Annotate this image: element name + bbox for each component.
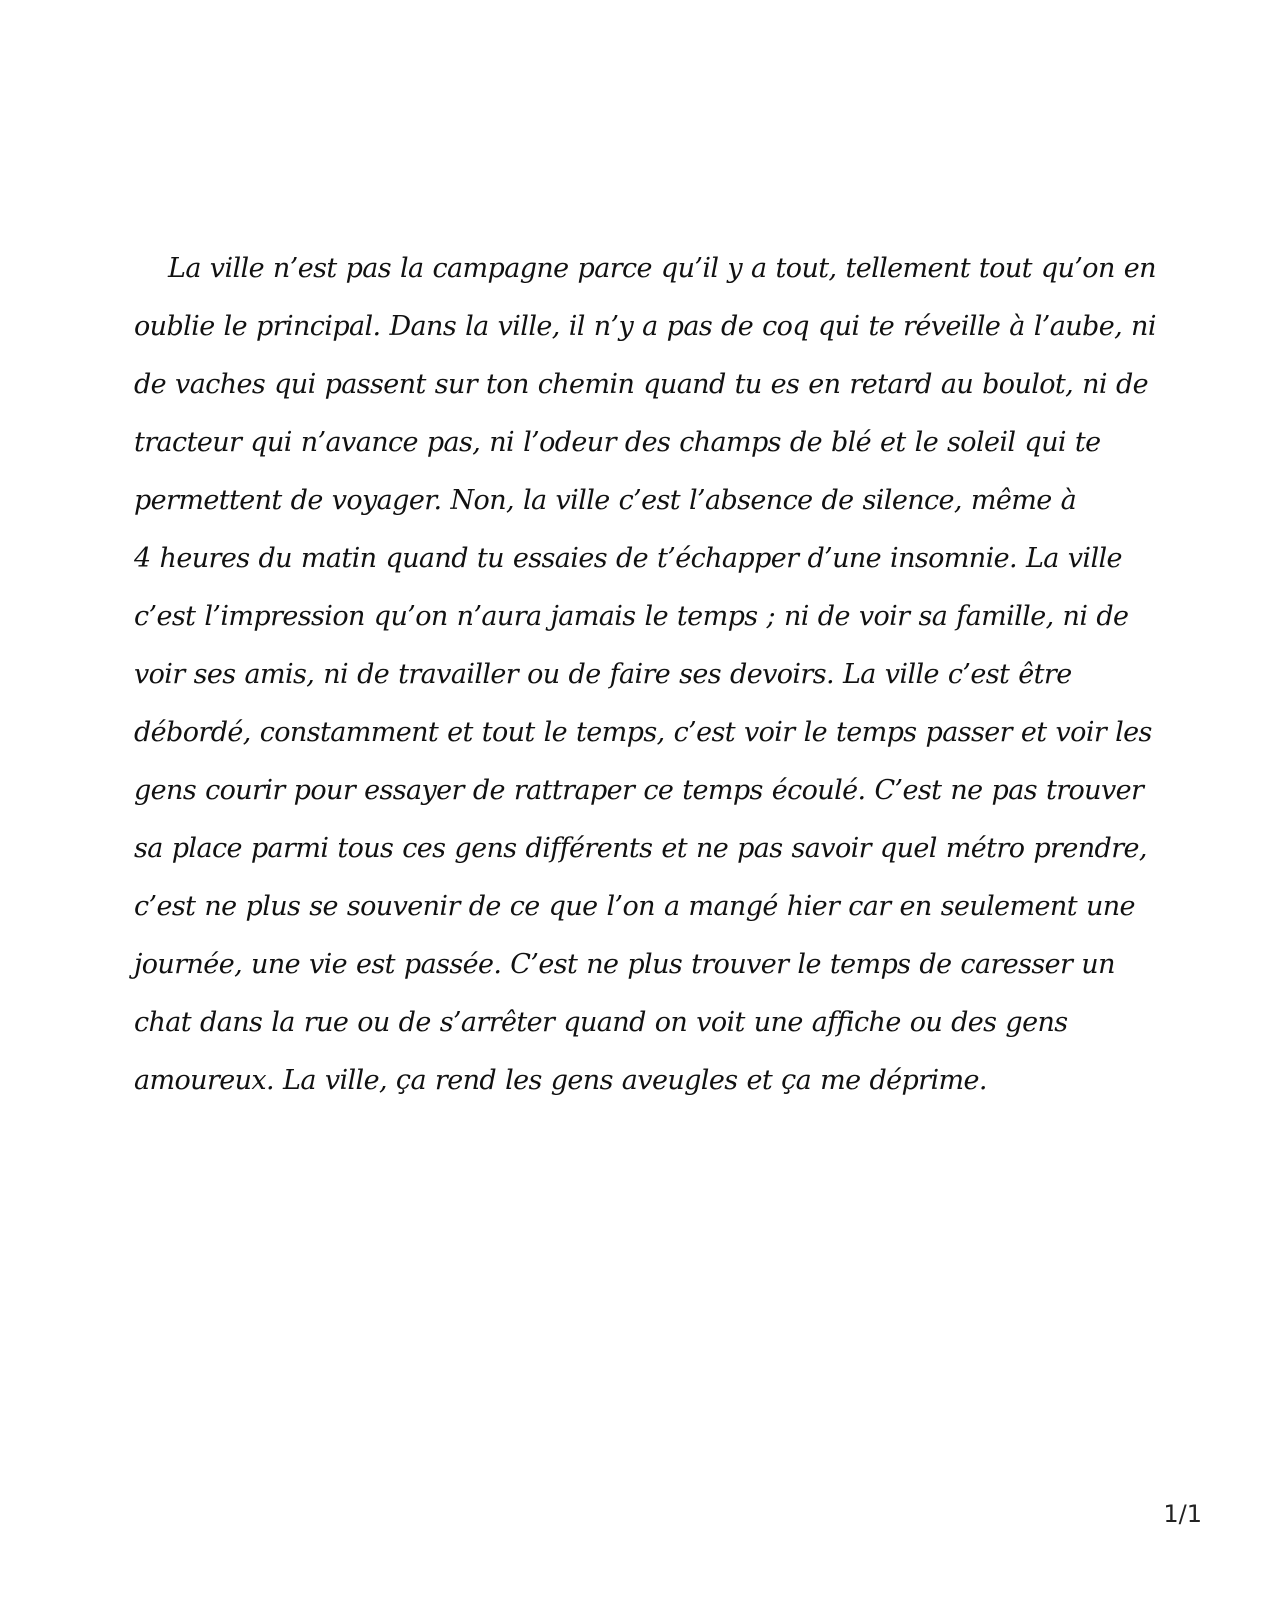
paragraph-line: voir ses amis, ni de travailler ou de faire ses devoirs. La ville c’est être xyxy=(134,659,1072,690)
paragraph-line: permettent de voyager. Non, la ville c’est l’absence de silence, même à xyxy=(134,485,1077,516)
paragraph-line: La ville n’est pas la campagne parce qu’il y a tout, tellement tout qu’on en xyxy=(168,253,1156,284)
paragraph-line: amoureux. La ville, ça rend les gens aveugles et ça me déprime. xyxy=(134,1065,987,1096)
paragraph-line: sa place parmi tous ces gens différents et ne pas savoir quel métro prendre, xyxy=(134,833,1147,864)
paragraph xyxy=(134,240,1156,1110)
paragraph-line: 4 heures du matin quand tu essaies de t’échapper d’une insomnie. La ville xyxy=(134,543,1122,574)
paragraph-line: c’est ne plus se souvenir de ce que l’on a mangé hier car en seulement une xyxy=(134,891,1135,922)
paragraph-line: journée, une vie est passée. C’est ne plus trouver le temps de caresser un xyxy=(134,949,1115,980)
paragraph-line: tracteur qui n’avance pas, ni l’odeur des champs de blé et le soleil qui te xyxy=(134,427,1101,458)
paragraph-line: chat dans la rue ou de s’arrêter quand on voit une affiche ou des gens xyxy=(134,1007,1068,1038)
paragraph-line: de vaches qui passent sur ton chemin quand tu es en retard au boulot, ni de xyxy=(134,369,1149,400)
paragraph-line: oublie le principal. Dans la ville, il n’y a pas de coq qui te réveille à l’aube, ni xyxy=(134,311,1156,342)
page-number: 1/1 xyxy=(1163,1500,1202,1528)
paragraph-line: c’est l’impression qu’on n’aura jamais le temps ; ni de voir sa famille, ni de xyxy=(134,601,1129,632)
paragraph-line: gens courir pour essayer de rattraper ce temps écoulé. C’est ne pas trouver xyxy=(134,775,1144,806)
paragraph-line: débordé, constamment et tout le temps, c’est voir le temps passer et voir les xyxy=(134,717,1152,748)
